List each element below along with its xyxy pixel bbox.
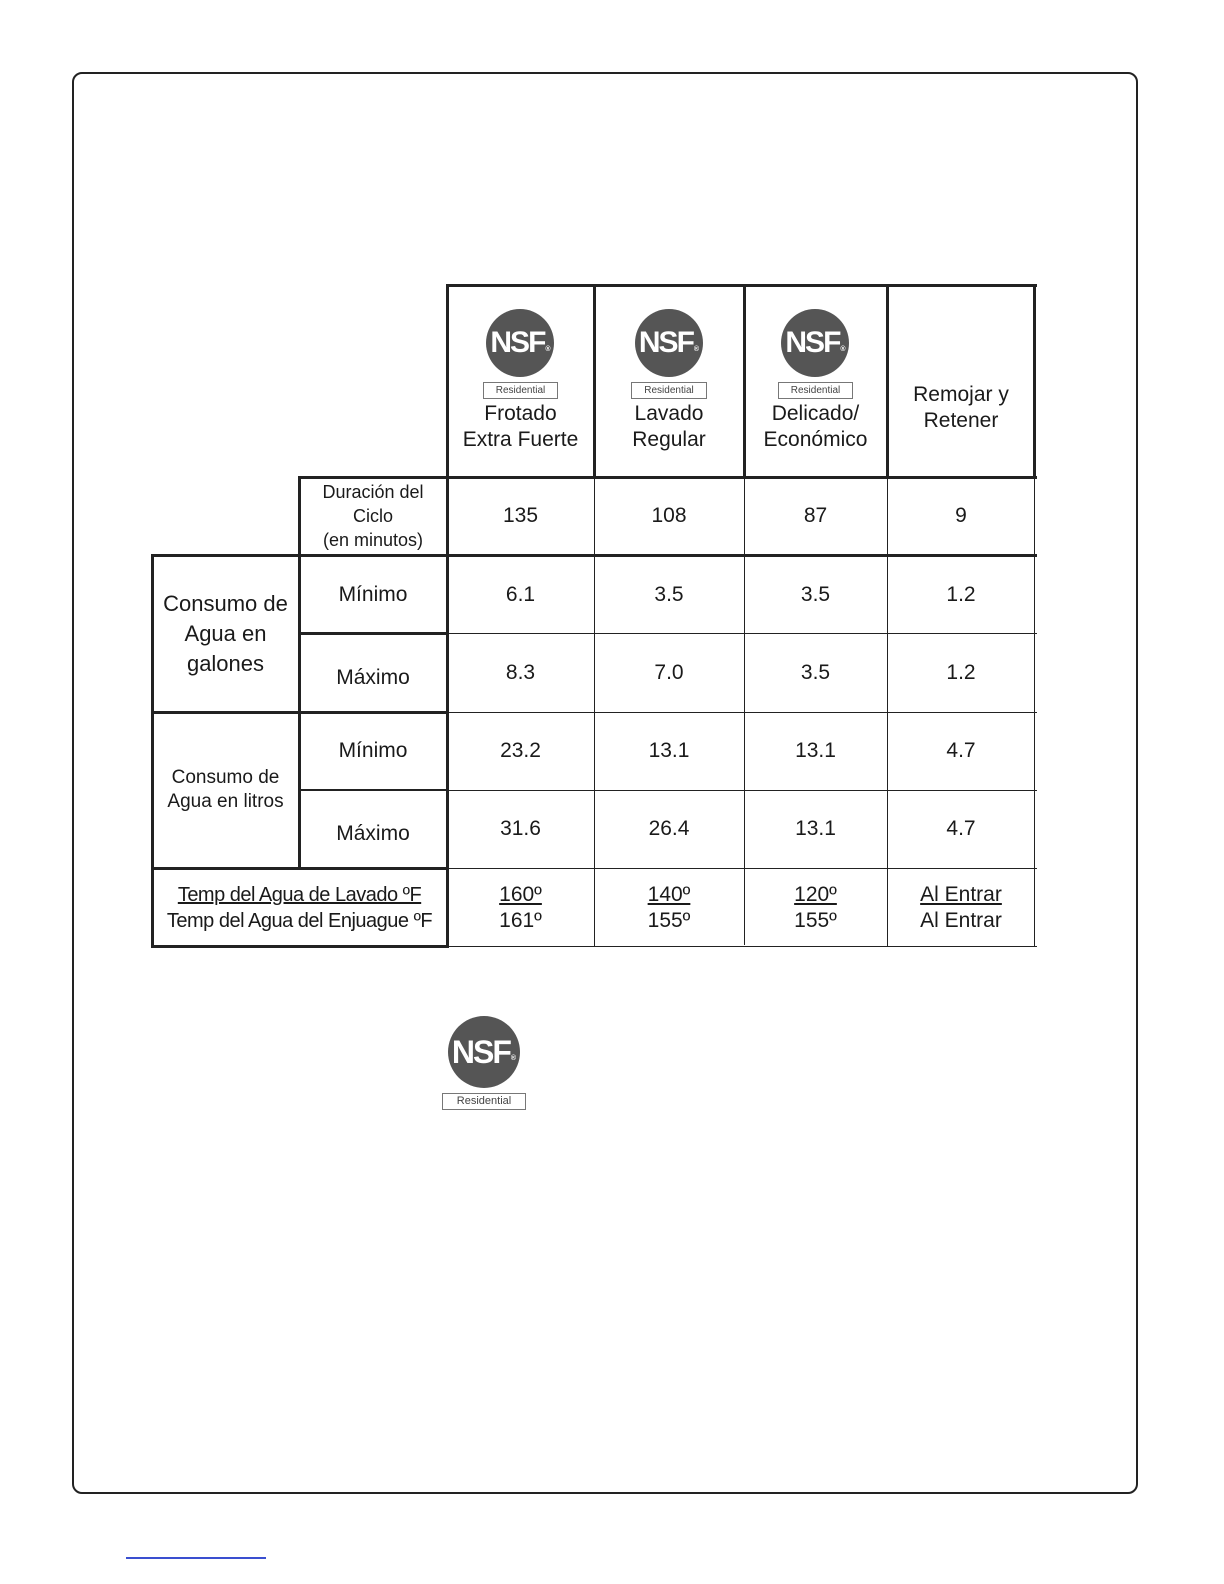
table-cell: 8.3 <box>505 661 536 684</box>
table-border <box>743 284 746 478</box>
column-header-delicado <box>744 286 887 476</box>
table-cell: 135 <box>502 504 539 527</box>
table-border <box>448 868 1037 869</box>
table-cell: 4.7 <box>946 739 976 762</box>
row-label-max: Máximo <box>336 666 410 689</box>
table-border <box>886 284 889 478</box>
footer-link-underline[interactable] <box>126 1557 266 1559</box>
table-cell: 7.0 <box>654 661 684 684</box>
table-cell: 9 <box>955 504 967 527</box>
row-label-min: Mínimo <box>338 739 408 762</box>
column-title: Lavado Regular <box>632 402 706 451</box>
table-border <box>448 633 1037 634</box>
table-cell: 108 <box>651 504 687 527</box>
table-cell: 6.1 <box>505 583 536 606</box>
table-cell: 3.5 <box>800 583 831 606</box>
row-label-cycle-duration: Duración del Ciclo (en minutos) <box>322 482 424 550</box>
table-border <box>446 284 1037 287</box>
table-cell: 13.1 <box>795 817 836 840</box>
table-cell: 87 <box>803 504 828 527</box>
row-group-gallons: Consumo de Agua en galones <box>163 591 288 676</box>
row-group-liters: Consumo de Agua en litros <box>167 767 284 812</box>
column-header-frotado <box>447 286 594 476</box>
column-title: Delicado/ Económico <box>763 402 868 451</box>
table-cell: 120º 155º <box>794 883 837 932</box>
table-border <box>887 478 888 947</box>
table-border <box>151 554 154 948</box>
row-label-temps: Temp del Agua de Lavado ºF Temp del Agua del Enjuague ºF <box>166 884 433 932</box>
table-cell: 26.4 <box>648 817 690 840</box>
nsf-icon: NSF ® <box>781 309 849 377</box>
nsf-residential-logo: NSF ® Residential <box>631 309 706 399</box>
table-cell: 23.2 <box>500 739 541 762</box>
table-cell: 3.5 <box>654 583 684 606</box>
table-cell: 31.6 <box>500 817 541 840</box>
table-cell: 1.2 <box>946 661 976 684</box>
table-cell: 3.5 <box>800 661 831 684</box>
table-border <box>1033 284 1036 478</box>
column-header-lavado <box>594 286 744 476</box>
table-cell: Al Entrar Al Entrar <box>920 883 1002 932</box>
table-border <box>448 946 1037 947</box>
nsf-residential-logo: NSF ® Residential <box>778 309 853 399</box>
column-title: Frotado Extra Fuerte <box>462 402 579 451</box>
nsf-residential-logo: NSF ® Residential <box>483 309 558 399</box>
table-border <box>448 790 1037 791</box>
table-border <box>1034 478 1035 947</box>
table-cell: 4.7 <box>946 817 976 840</box>
table-border <box>448 712 1037 713</box>
column-header-remojar <box>887 286 1035 476</box>
table-border <box>151 945 448 948</box>
table-border <box>446 284 449 948</box>
table-border <box>593 284 596 478</box>
table-cell: 13.1 <box>795 739 836 762</box>
table-border <box>298 789 448 791</box>
table-border <box>744 478 745 945</box>
nsf-icon: NSF ® <box>448 1016 520 1088</box>
table-border <box>298 632 448 635</box>
nsf-residential-logo: NSF ® Residential <box>440 1016 528 1110</box>
table-border <box>594 478 595 947</box>
nsf-icon: NSF ® <box>486 309 554 377</box>
table-cell: 140º 155º <box>647 883 691 932</box>
nsf-icon: NSF ® <box>635 309 703 377</box>
column-title: Remojar y Retener <box>913 383 1009 432</box>
table-border <box>298 476 301 869</box>
row-label-max: Máximo <box>336 822 410 845</box>
table-cell: 13.1 <box>648 739 690 762</box>
table-border <box>298 476 1037 479</box>
table-cell: 160º 161º <box>499 883 542 932</box>
row-label-min: Mínimo <box>338 583 408 606</box>
table-cell: 1.2 <box>946 583 976 606</box>
